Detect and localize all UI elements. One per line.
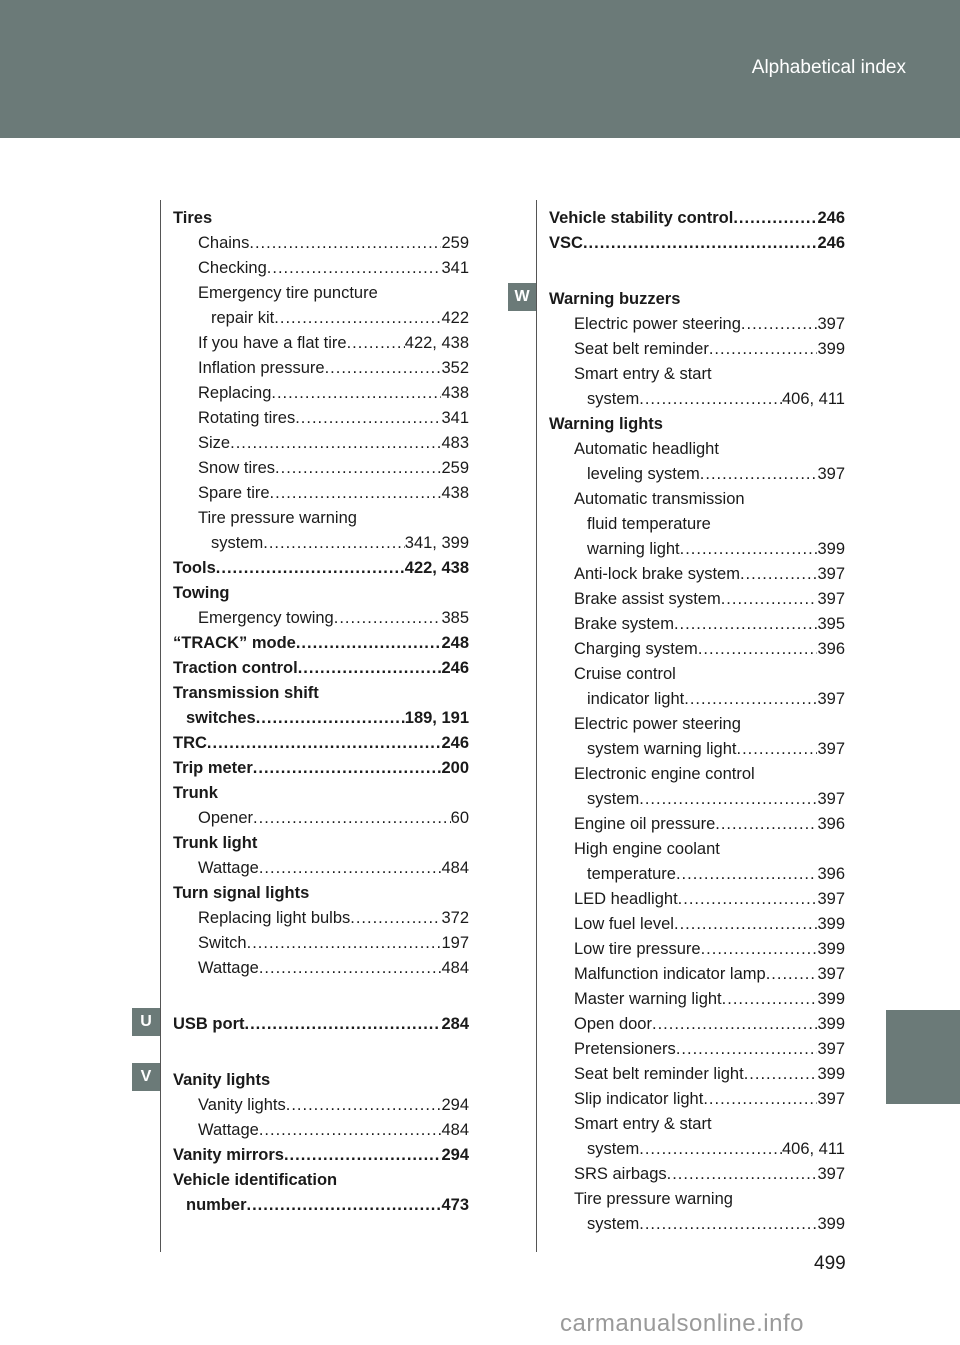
index-term: Chains: [198, 234, 250, 252]
index-entry: [574, 362, 845, 386]
page-reference: 399: [817, 940, 845, 958]
dot-leader: [709, 337, 818, 361]
index-term: switches: [186, 709, 256, 727]
index-term: Opener: [198, 809, 254, 827]
index-entry: [173, 681, 469, 705]
dot-leader: [259, 1118, 442, 1142]
index-entry: [574, 337, 845, 361]
index-entry: [574, 1012, 845, 1036]
index-entry: [574, 837, 845, 861]
index-entry: [574, 562, 845, 586]
page-reference: 246: [441, 659, 469, 677]
index-term: Smart entry & start: [574, 1115, 712, 1133]
index-term: Tire pressure warning: [574, 1190, 733, 1208]
index-entry: [574, 762, 845, 786]
dot-leader: [259, 856, 442, 880]
index-entry: [198, 1093, 469, 1117]
page-reference: 396: [817, 640, 845, 658]
page-reference: 483: [441, 434, 469, 452]
index-entry: [186, 1193, 469, 1217]
page-reference: 397: [817, 465, 845, 483]
index-entry: [574, 937, 845, 961]
index-entry: [587, 737, 845, 761]
dot-leader: [639, 1137, 782, 1161]
index-entry: [574, 887, 845, 911]
page-reference: 246: [817, 209, 845, 227]
index-entry: [198, 381, 469, 405]
dot-leader: [700, 462, 818, 486]
index-entry: [574, 1112, 845, 1136]
watermark-text: carmanualsonline.info: [560, 1310, 804, 1337]
index-term: Cruise control: [574, 665, 676, 683]
page-reference: 396: [817, 865, 845, 883]
index-entry: [173, 1012, 469, 1036]
index-entry: [211, 306, 469, 330]
dot-leader: [253, 806, 451, 830]
index-entry: [198, 281, 469, 305]
page-reference: 438: [441, 384, 469, 402]
index-entry: [173, 656, 469, 680]
dot-leader: [275, 456, 441, 480]
page-reference: 397: [817, 590, 845, 608]
index-term: Electric power steering: [574, 315, 741, 333]
index-entry: [549, 287, 845, 311]
dot-leader: [667, 1162, 818, 1186]
index-term: Warning lights: [549, 415, 663, 433]
index-entry: [198, 256, 469, 280]
page-reference: 422, 438: [404, 334, 469, 352]
index-term: Anti-lock brake system: [574, 565, 740, 583]
index-entry: [198, 906, 469, 930]
page-reference: 341: [441, 409, 469, 427]
page-reference: 397: [817, 690, 845, 708]
page-reference: 399: [817, 1065, 845, 1083]
index-term: fluid temperature: [587, 515, 711, 533]
page-reference: 395: [817, 615, 845, 633]
page-reference: 259: [441, 234, 469, 252]
index-term: Inflation pressure: [198, 359, 325, 377]
index-term: USB port: [173, 1015, 245, 1033]
dot-leader: [715, 812, 817, 836]
index-term: Low fuel level: [574, 915, 674, 933]
index-entry: [574, 912, 845, 936]
page-reference: 473: [441, 1196, 469, 1214]
index-term: Towing: [173, 584, 230, 602]
dot-leader: [583, 231, 818, 255]
page-reference: 246: [817, 234, 845, 252]
dot-leader: [701, 937, 818, 961]
page-reference: 197: [441, 934, 469, 952]
page-reference: 397: [817, 1165, 845, 1183]
index-term: High engine coolant: [574, 840, 720, 858]
index-term: Rotating tires: [198, 409, 296, 427]
dot-leader: [253, 756, 442, 780]
index-term: VSC: [549, 234, 583, 252]
page-reference: 484: [441, 959, 469, 977]
index-entry: [574, 987, 845, 1011]
index-term: Tools: [173, 559, 216, 577]
index-entry: [574, 712, 845, 736]
index-entry: [574, 487, 845, 511]
index-term: system: [587, 790, 640, 808]
dot-leader: [678, 887, 818, 911]
page-reference: 396: [817, 815, 845, 833]
page-reference: 406, 411: [781, 390, 845, 408]
index-entry: [198, 431, 469, 455]
index-entry: [574, 312, 845, 336]
index-entry: [198, 931, 469, 955]
index-entry: [173, 631, 469, 655]
index-entry: [198, 356, 469, 380]
index-term: Charging system: [574, 640, 698, 658]
index-term: Automatic headlight: [574, 440, 719, 458]
page-reference: 397: [817, 565, 845, 583]
page-reference: 422: [441, 309, 469, 327]
page-number: 499: [814, 1253, 846, 1274]
dot-leader: [263, 531, 405, 555]
index-entry: [587, 512, 845, 536]
index-term: Malfunction indicator lamp: [574, 965, 766, 983]
page-reference: 397: [817, 1040, 845, 1058]
index-term: system: [587, 1140, 640, 1158]
page-reference: 397: [817, 740, 845, 758]
section-letter-w: W: [508, 283, 536, 311]
index-entry: [574, 1062, 845, 1086]
page-reference: 259: [441, 459, 469, 477]
dot-leader: [744, 1062, 818, 1086]
dot-leader: [270, 481, 442, 505]
index-term: Vanity lights: [198, 1096, 286, 1114]
index-term: Transmission shift: [173, 684, 319, 702]
index-term: Switch: [198, 934, 247, 952]
dot-leader: [286, 1093, 442, 1117]
index-entry: [186, 706, 469, 730]
index-entry: [587, 787, 845, 811]
index-term: Vanity lights: [173, 1071, 271, 1089]
index-entry: [173, 756, 469, 780]
index-entry: [173, 831, 469, 855]
index-entry: [173, 581, 469, 605]
page-reference: 397: [817, 965, 845, 983]
index-entry: [587, 462, 845, 486]
dot-leader: [230, 431, 441, 455]
dot-leader: [674, 912, 817, 936]
dot-leader: [766, 962, 818, 986]
index-term: Vehicle stability control: [549, 209, 734, 227]
index-term: Wattage: [198, 1121, 259, 1139]
index-entry: [574, 1087, 845, 1111]
index-term: Electric power steering: [574, 715, 741, 733]
dot-leader: [247, 1193, 442, 1217]
index-term: Pretensioners: [574, 1040, 676, 1058]
index-entry: [173, 1068, 469, 1092]
dot-leader: [698, 637, 818, 661]
dot-leader: [271, 381, 441, 405]
index-term: LED headlight: [574, 890, 678, 908]
dot-leader: [652, 1012, 817, 1036]
index-entry: [173, 1168, 469, 1192]
section-letter-u: U: [132, 1008, 160, 1036]
section-letter-v: V: [132, 1063, 160, 1091]
dot-leader: [259, 956, 442, 980]
index-entry: [173, 781, 469, 805]
index-term: Tires: [173, 209, 213, 227]
index-term: Warning buzzers: [549, 290, 681, 308]
dot-leader: [267, 256, 442, 280]
index-entry: [574, 962, 845, 986]
index-term: number: [186, 1196, 247, 1214]
page-reference: 284: [441, 1015, 469, 1033]
index-entry: [173, 731, 469, 755]
page-reference: 399: [817, 540, 845, 558]
index-entry: [198, 806, 469, 830]
index-term: Snow tires: [198, 459, 276, 477]
page-reference: 352: [441, 359, 469, 377]
page-reference: 60: [450, 809, 469, 827]
dot-leader: [733, 206, 817, 230]
index-term: Seat belt reminder: [574, 340, 709, 358]
index-term: Electronic engine control: [574, 765, 755, 783]
index-entry: [587, 687, 845, 711]
index-entry: [173, 1143, 469, 1167]
page-reference: 397: [817, 315, 845, 333]
index-term: Engine oil pressure: [574, 815, 716, 833]
dot-leader: [703, 1087, 817, 1111]
index-term: SRS airbags: [574, 1165, 667, 1183]
dot-leader: [684, 687, 817, 711]
index-term: Vanity mirrors: [173, 1146, 284, 1164]
index-entry: [574, 1037, 845, 1061]
index-term: Vehicle identification: [173, 1171, 338, 1189]
dot-leader: [639, 787, 817, 811]
index-entry: [198, 1118, 469, 1142]
dot-leader: [298, 656, 442, 680]
dot-leader: [249, 231, 441, 255]
page-reference: 399: [817, 340, 845, 358]
index-term: Master warning light: [574, 990, 722, 1008]
index-entry: [574, 612, 845, 636]
page-reference: 399: [817, 990, 845, 1008]
index-term: Low tire pressure: [574, 940, 701, 958]
index-term: Emergency tire puncture: [198, 284, 378, 302]
page-header: [0, 0, 960, 138]
index-term: leveling system: [587, 465, 700, 483]
index-term: Checking: [198, 259, 267, 277]
index-entry: [549, 206, 845, 230]
dot-leader: [284, 1143, 442, 1167]
index-entry: [198, 331, 469, 355]
page-reference: 397: [817, 890, 845, 908]
index-entry: [198, 506, 469, 530]
index-term: warning light: [587, 540, 680, 558]
page-reference: 397: [817, 1090, 845, 1108]
dot-leader: [245, 1012, 442, 1036]
index-entry: [574, 637, 845, 661]
index-term: system: [587, 390, 640, 408]
index-term: Slip indicator light: [574, 1090, 704, 1108]
dot-leader: [741, 312, 818, 336]
left-column-rule: [160, 200, 161, 1252]
index-term: Replacing: [198, 384, 272, 402]
index-entry: [198, 231, 469, 255]
index-term: Replacing light bulbs: [198, 909, 351, 927]
dot-leader: [325, 356, 442, 380]
header-title: Alphabetical index: [751, 57, 906, 78]
dot-leader: [676, 1037, 818, 1061]
index-entry: [211, 531, 469, 555]
dot-leader: [721, 587, 818, 611]
index-entry: [574, 1162, 845, 1186]
index-term: Spare tire: [198, 484, 270, 502]
dot-leader: [296, 631, 442, 655]
index-term: Trip meter: [173, 759, 253, 777]
index-term: Smart entry & start: [574, 365, 712, 383]
index-term: Emergency towing: [198, 609, 334, 627]
index-term: indicator light: [587, 690, 685, 708]
dot-leader: [676, 862, 818, 886]
dot-leader: [295, 406, 441, 430]
index-term: Automatic transmission: [574, 490, 745, 508]
index-term: temperature: [587, 865, 676, 883]
dot-leader: [256, 706, 405, 730]
page-reference: 341, 399: [404, 534, 469, 552]
dot-leader: [674, 612, 818, 636]
index-entry: [587, 1212, 845, 1236]
index-term: Trunk light: [173, 834, 258, 852]
index-term: system: [211, 534, 264, 552]
dot-leader: [207, 731, 442, 755]
index-entry: [587, 862, 845, 886]
page-reference: 406, 411: [781, 1140, 845, 1158]
dot-leader: [216, 556, 405, 580]
page-reference: 372: [441, 909, 469, 927]
index-term: Wattage: [198, 959, 259, 977]
index-term: Trunk: [173, 784, 218, 802]
index-term: “TRACK” mode: [173, 634, 296, 652]
index-entry: [587, 537, 845, 561]
dot-leader: [347, 331, 405, 355]
index-term: Traction control: [173, 659, 298, 677]
index-entry: [574, 812, 845, 836]
page-reference: 399: [817, 1015, 845, 1033]
index-entry: [574, 587, 845, 611]
index-term: If you have a flat tire: [198, 334, 347, 352]
page-reference: 438: [441, 484, 469, 502]
dot-leader: [639, 1212, 817, 1236]
page-reference: 189, 191: [404, 709, 469, 727]
page-reference: 385: [441, 609, 469, 627]
index-term: system: [587, 1215, 640, 1233]
dot-leader: [680, 537, 818, 561]
page-reference: 399: [817, 1215, 845, 1233]
index-entry: [173, 881, 469, 905]
index-term: Brake assist system: [574, 590, 721, 608]
page-reference: 397: [817, 790, 845, 808]
index-entry: [198, 956, 469, 980]
index-term: Open door: [574, 1015, 652, 1033]
index-entry: [574, 662, 845, 686]
dot-leader: [639, 387, 782, 411]
index-term: Turn signal lights: [173, 884, 310, 902]
dot-leader: [334, 606, 442, 630]
index-term: repair kit: [211, 309, 275, 327]
index-entry: [198, 606, 469, 630]
index-term: Size: [198, 434, 231, 452]
index-term: Wattage: [198, 859, 259, 877]
page-reference: 246: [441, 734, 469, 752]
dot-leader: [247, 931, 442, 955]
index-term: TRC: [173, 734, 207, 752]
index-entry: [198, 856, 469, 880]
right-column-rule: [536, 200, 537, 1252]
page-reference: 341: [441, 259, 469, 277]
index-entry: [574, 437, 845, 461]
index-entry: [198, 456, 469, 480]
page-reference: 484: [441, 1121, 469, 1139]
index-entry: [549, 412, 845, 436]
dot-leader: [736, 737, 817, 761]
page-reference: 294: [441, 1146, 469, 1164]
page-reference: 294: [441, 1096, 469, 1114]
page-reference: 200: [441, 759, 469, 777]
index-entry: [198, 481, 469, 505]
dot-leader: [740, 562, 818, 586]
index-entry: [574, 1187, 845, 1211]
page-reference: 484: [441, 859, 469, 877]
page-reference: 399: [817, 915, 845, 933]
dot-leader: [274, 306, 441, 330]
section-side-tab: [886, 1010, 960, 1104]
index-entry: [587, 1137, 845, 1161]
index-term: system warning light: [587, 740, 737, 758]
index-entry: [549, 231, 845, 255]
index-term: Seat belt reminder light: [574, 1065, 744, 1083]
index-entry: [198, 406, 469, 430]
page-reference: 248: [441, 634, 469, 652]
index-entry: [173, 556, 469, 580]
page-reference: 422, 438: [404, 559, 469, 577]
index-term: Brake system: [574, 615, 674, 633]
dot-leader: [350, 906, 441, 930]
dot-leader: [722, 987, 818, 1011]
index-term: Tire pressure warning: [198, 509, 357, 527]
index-entry: [173, 206, 469, 230]
index-entry: [587, 387, 845, 411]
